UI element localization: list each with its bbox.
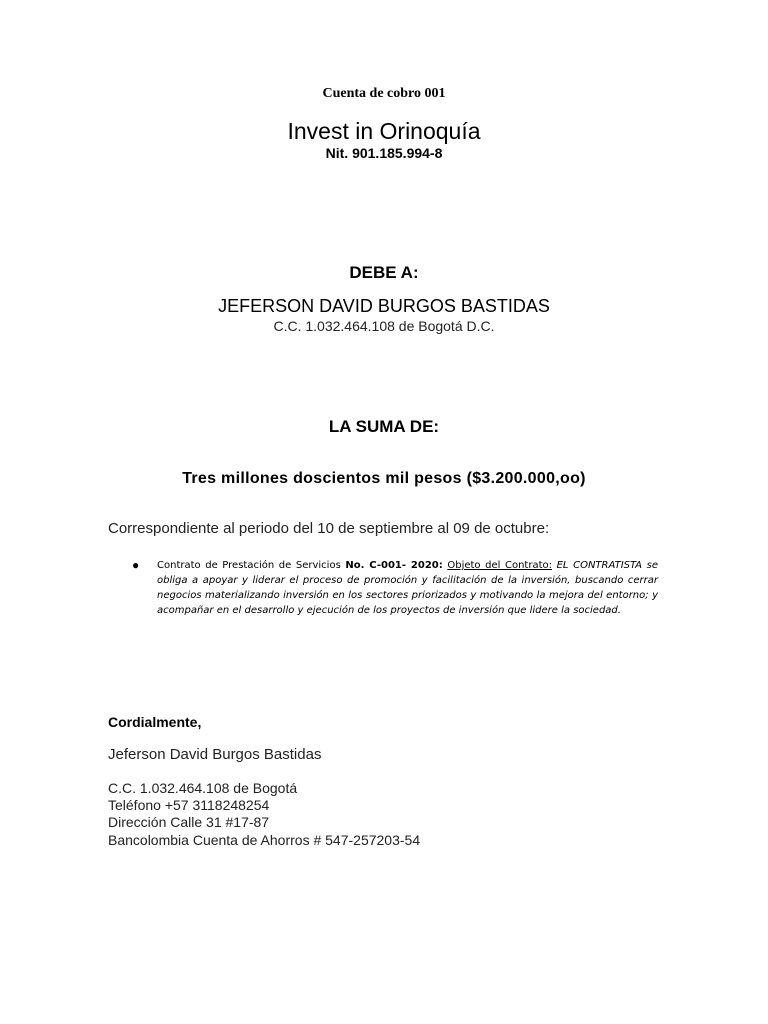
contract-description xyxy=(157,558,658,618)
company-name: Invest in Orinoquía xyxy=(287,118,481,144)
contract-object-text: EL CONTRATISTA se obliga a apoyar y liderar el proceso de promoción y facilitación de la inversión, buscando cerrar negocios materializando inversión en los sectores priorizados y motivando la mejora del entorno; y acompañar en el desarrollo y ejecución de los proyectos de inversión que lidere la sociedad. xyxy=(157,560,658,616)
debe-a-heading: DEBE A: xyxy=(349,263,419,282)
company-nit: Nit. 901.185.994-8 xyxy=(325,145,443,161)
creditor-name: JEFERSON DAVID BURGOS BASTIDAS xyxy=(218,296,550,316)
period-text: Correspondiente al periodo del 10 de septiembre al 09 de octubre: xyxy=(108,520,550,537)
contract-object-label: Objeto del Contrato: xyxy=(447,560,553,571)
contract-number: No. C-001- 2020: xyxy=(345,560,443,571)
bullet-icon: ● xyxy=(132,558,140,572)
amount-text: Tres millones doscientos mil pesos ($3.200.000,oo) xyxy=(182,470,586,487)
document-title: Cuenta de cobro 001 xyxy=(322,86,446,101)
signer-name: Jeferson David Burgos Bastidas xyxy=(108,746,322,763)
signer-bank-account: Bancolombia Cuenta de Ahorros # 547-257203-54 xyxy=(108,832,421,848)
signer-phone: Teléfono +57 3118248254 xyxy=(108,797,270,813)
closing-greeting: Cordialmente, xyxy=(108,714,202,730)
creditor-id: C.C. 1.032.464.108 de Bogotá D.C. xyxy=(273,318,495,334)
signer-id: C.C. 1.032.464.108 de Bogotá xyxy=(108,780,298,796)
contract-prefix: Contrato de Prestación de Servicios xyxy=(157,560,346,571)
signer-address: Dirección Calle 31 #17-87 xyxy=(108,814,270,830)
la-suma-heading: LA SUMA DE: xyxy=(328,417,440,436)
